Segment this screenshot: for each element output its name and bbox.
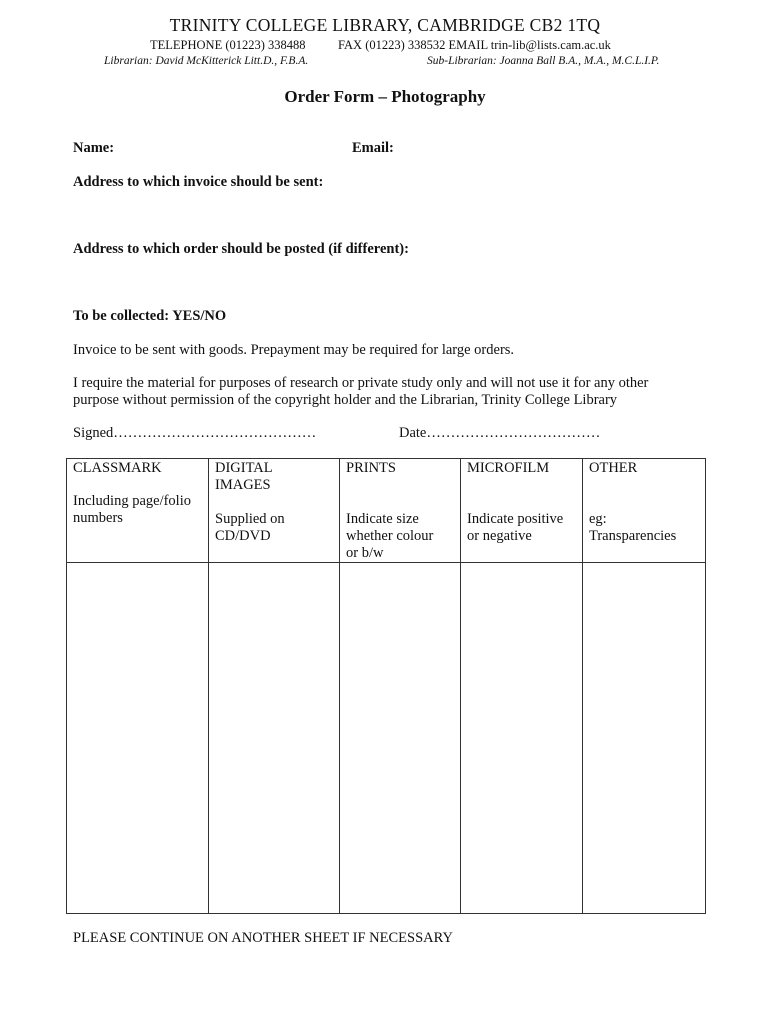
column-header-other	[583, 459, 706, 563]
column-title: DIGITAL	[215, 460, 273, 476]
collected-label: To be collected: YES/NO	[73, 308, 227, 324]
invoice-note: Invoice to be sent with goods. Prepayment may be required for large orders.	[73, 342, 515, 358]
declaration-line-2: purpose without permission of the copyright holder and the Librarian, Trinity College Library	[73, 392, 618, 408]
column-title: IMAGES	[215, 477, 271, 493]
declaration-line-1: I require the material for purposes of research or private study only and will not use it for any other	[73, 375, 649, 391]
librarian-line: Librarian: David McKitterick Litt.D., F.B.A.	[104, 55, 309, 67]
column-header-prints	[340, 459, 461, 563]
microfilm-entry-cell[interactable]	[461, 563, 583, 914]
column-title: MICROFILM	[467, 460, 550, 476]
telephone-line: TELEPHONE (01223) 338488	[150, 38, 306, 52]
name-label: Name:	[73, 140, 115, 156]
column-description: numbers	[73, 510, 123, 526]
column-title: OTHER	[589, 460, 638, 476]
column-header-digital-images	[209, 459, 340, 563]
order-table	[66, 458, 706, 914]
continue-note: PLEASE CONTINUE ON ANOTHER SHEET IF NECESSARY	[73, 930, 453, 946]
order-address-label: Address to which order should be posted (if different):	[73, 241, 409, 257]
form-title: Order Form – Photography	[284, 87, 486, 106]
library-name: TRINITY COLLEGE LIBRARY, CAMBRIDGE CB2 1TQ	[169, 15, 601, 35]
column-description: Indicate size	[346, 511, 419, 527]
column-description: or negative	[467, 528, 532, 544]
sub-librarian-line: Sub-Librarian: Joanna Ball B.A., M.A., M.C.L.I.P.	[427, 55, 660, 67]
column-title: PRINTS	[346, 460, 396, 476]
table-entry-row	[67, 563, 706, 914]
table-header-row	[67, 459, 706, 563]
invoice-address-label: Address to which invoice should be sent:	[73, 174, 324, 190]
signed-line: Signed……………………………………	[73, 425, 317, 441]
column-description: CD/DVD	[215, 528, 271, 544]
column-description: Indicate positive	[467, 511, 564, 527]
column-description: whether colour	[346, 528, 434, 544]
column-header-microfilm	[461, 459, 583, 563]
other-entry-cell[interactable]	[583, 563, 706, 914]
date-line: Date………………………………	[399, 425, 601, 441]
column-header-classmark	[67, 459, 209, 563]
classmark-entry-cell[interactable]	[67, 563, 209, 914]
column-description: Supplied on	[215, 511, 285, 527]
fax-email-line: FAX (01223) 338532 EMAIL trin-lib@lists.cam.ac.uk	[338, 38, 611, 52]
digital-images-entry-cell[interactable]	[209, 563, 340, 914]
column-description: Transparencies	[589, 528, 677, 544]
column-description: or b/w	[346, 545, 384, 561]
email-label: Email:	[352, 140, 394, 156]
prints-entry-cell[interactable]	[340, 563, 461, 914]
column-description: eg:	[589, 511, 607, 527]
column-description: Including page/folio	[73, 493, 191, 509]
column-title: CLASSMARK	[73, 460, 162, 476]
